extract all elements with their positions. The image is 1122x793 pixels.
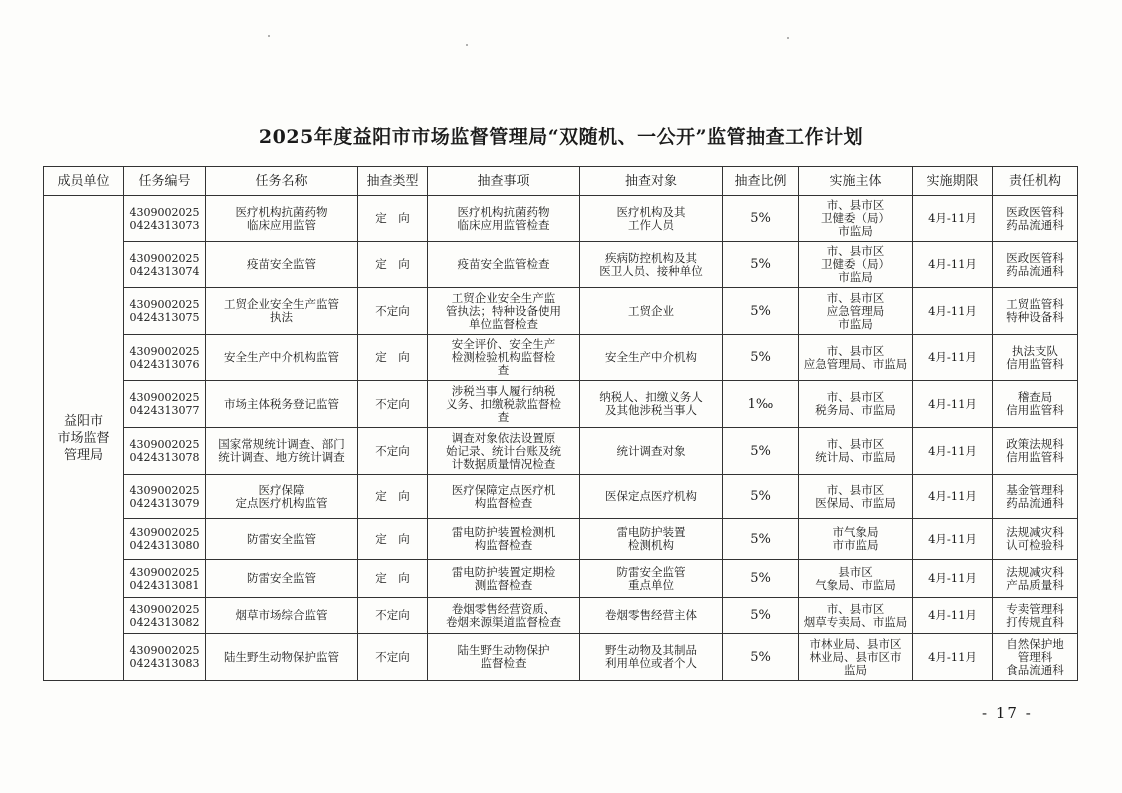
column-header: 任务名称 (206, 167, 358, 196)
table-body (44, 196, 1078, 681)
table-row (44, 288, 1078, 335)
inspection-object-cell: 工贸企业 (580, 288, 723, 335)
page-number: - 17 - (982, 704, 1033, 722)
inspection-ratio-cell: 5% (723, 335, 799, 381)
task-name-cell: 疫苗安全监管 (206, 242, 358, 288)
column-header: 抽查对象 (580, 167, 723, 196)
task-code-cell: 4309002025 0424313082 (124, 598, 206, 634)
task-name-cell: 医疗保障 定点医疗机构监管 (206, 475, 358, 519)
inspection-type-cell: 定 向 (358, 196, 428, 242)
inspection-type-cell: 不定向 (358, 288, 428, 335)
inspection-object-cell: 卷烟零售经营主体 (580, 598, 723, 634)
executing-body-cell: 县市区 气象局、市监局 (799, 560, 913, 598)
task-code-cell: 4309002025 0424313073 (124, 196, 206, 242)
task-code-cell: 4309002025 0424313076 (124, 335, 206, 381)
inspection-object-cell: 医保定点医疗机构 (580, 475, 723, 519)
task-code-cell: 4309002025 0424313077 (124, 381, 206, 428)
task-code-cell: 4309002025 0424313081 (124, 560, 206, 598)
executing-body-cell: 市、县市区 烟草专卖局、市监局 (799, 598, 913, 634)
inspection-type-cell: 不定向 (358, 598, 428, 634)
inspection-item-cell: 调查对象依法设置原 始记录、统计台账及统 计数据质量情况检查 (428, 428, 580, 475)
column-header: 责任机构 (993, 167, 1078, 196)
implementation-period-cell: 4月-11月 (913, 335, 993, 381)
inspection-item-cell: 疫苗安全监管检查 (428, 242, 580, 288)
implementation-period-cell: 4月-11月 (913, 242, 993, 288)
task-code-cell: 4309002025 0424313074 (124, 242, 206, 288)
member-unit-cell: 益阳市 市场监督 管理局 (44, 196, 124, 681)
scan-speck (787, 37, 789, 39)
scan-speck (466, 44, 468, 46)
inspection-ratio-cell: 5% (723, 598, 799, 634)
inspection-ratio-cell: 5% (723, 634, 799, 681)
responsible-org-cell: 法规减灾科 认可检验科 (993, 519, 1078, 560)
inspection-ratio-cell: 1‰ (723, 381, 799, 428)
inspection-ratio-cell: 5% (723, 428, 799, 475)
inspection-plan-table (43, 166, 1078, 681)
inspection-object-cell: 雷电防护装置 检测机构 (580, 519, 723, 560)
responsible-org-cell: 专卖管理科 打传规直科 (993, 598, 1078, 634)
task-name-cell: 国家常规统计调查、部门 统计调查、地方统计调查 (206, 428, 358, 475)
inspection-type-cell: 定 向 (358, 475, 428, 519)
inspection-ratio-cell: 5% (723, 475, 799, 519)
task-code-cell: 4309002025 0424313080 (124, 519, 206, 560)
inspection-ratio-cell: 5% (723, 519, 799, 560)
task-name-cell: 市场主体税务登记监管 (206, 381, 358, 428)
inspection-item-cell: 医疗保障定点医疗机 构监督检查 (428, 475, 580, 519)
inspection-type-cell: 定 向 (358, 242, 428, 288)
task-name-cell: 防雷安全监管 (206, 519, 358, 560)
executing-body-cell: 市、县市区 应急管理局、市监局 (799, 335, 913, 381)
table-row (44, 242, 1078, 288)
inspection-object-cell: 安全生产中介机构 (580, 335, 723, 381)
executing-body-cell: 市、县市区 税务局、市监局 (799, 381, 913, 428)
executing-body-cell: 市、县市区 卫健委（局） 市监局 (799, 196, 913, 242)
responsible-org-cell: 政策法规科 信用监管科 (993, 428, 1078, 475)
responsible-org-cell: 稽查局 信用监管科 (993, 381, 1078, 428)
responsible-org-cell: 执法支队 信用监管科 (993, 335, 1078, 381)
implementation-period-cell: 4月-11月 (913, 196, 993, 242)
table-row (44, 428, 1078, 475)
column-header: 抽查类型 (358, 167, 428, 196)
responsible-org-cell: 基金管理科 药品流通科 (993, 475, 1078, 519)
column-header: 抽查事项 (428, 167, 580, 196)
implementation-period-cell: 4月-11月 (913, 598, 993, 634)
inspection-object-cell: 纳税人、扣缴义务人 及其他涉税当事人 (580, 381, 723, 428)
task-code-cell: 4309002025 0424313078 (124, 428, 206, 475)
inspection-type-cell: 不定向 (358, 634, 428, 681)
implementation-period-cell: 4月-11月 (913, 428, 993, 475)
implementation-period-cell: 4月-11月 (913, 288, 993, 335)
inspection-item-cell: 陆生野生动物保护 监督检查 (428, 634, 580, 681)
inspection-item-cell: 涉税当事人履行纳税 义务、扣缴税款监督检 查 (428, 381, 580, 428)
inspection-item-cell: 工贸企业安全生产监 管执法；特种设备使用 单位监督检查 (428, 288, 580, 335)
table-row (44, 475, 1078, 519)
inspection-object-cell: 野生动物及其制品 利用单位或者个人 (580, 634, 723, 681)
implementation-period-cell: 4月-11月 (913, 381, 993, 428)
task-name-cell: 工贸企业安全生产监管 执法 (206, 288, 358, 335)
inspection-item-cell: 安全评价、安全生产 检测检验机构监督检 查 (428, 335, 580, 381)
inspection-ratio-cell: 5% (723, 560, 799, 598)
inspection-ratio-cell: 5% (723, 196, 799, 242)
responsible-org-cell: 法规减灾科 产品质量科 (993, 560, 1078, 598)
executing-body-cell: 市、县市区 应急管理局 市监局 (799, 288, 913, 335)
document-title: 2025年度益阳市市场监督管理局“双随机、一公开”监管抽查工作计划 (258, 126, 864, 148)
executing-body-cell: 市林业局、县市区 林业局、县市区市 监局 (799, 634, 913, 681)
responsible-org-cell: 自然保护地 管理科 食品流通科 (993, 634, 1078, 681)
task-code-cell: 4309002025 0424313083 (124, 634, 206, 681)
responsible-org-cell: 工贸监管科 特种设备科 (993, 288, 1078, 335)
inspection-ratio-cell: 5% (723, 242, 799, 288)
inspection-ratio-cell: 5% (723, 288, 799, 335)
executing-body-cell: 市、县市区 卫健委（局） 市监局 (799, 242, 913, 288)
table-row (44, 634, 1078, 681)
task-code-cell: 4309002025 0424313079 (124, 475, 206, 519)
table-row (44, 598, 1078, 634)
inspection-type-cell: 不定向 (358, 428, 428, 475)
inspection-item-cell: 雷电防护装置定期检 测监督检查 (428, 560, 580, 598)
implementation-period-cell: 4月-11月 (913, 634, 993, 681)
inspection-object-cell: 疾病防控机构及其 医卫人员、接种单位 (580, 242, 723, 288)
inspection-type-cell: 不定向 (358, 381, 428, 428)
task-code-cell: 4309002025 0424313075 (124, 288, 206, 335)
inspection-object-cell: 统计调查对象 (580, 428, 723, 475)
inspection-object-cell: 防雷安全监管 重点单位 (580, 560, 723, 598)
task-name-cell: 陆生野生动物保护监管 (206, 634, 358, 681)
inspection-item-cell: 医疗机构抗菌药物 临床应用监管检查 (428, 196, 580, 242)
implementation-period-cell: 4月-11月 (913, 475, 993, 519)
responsible-org-cell: 医政医管科 药品流通科 (993, 196, 1078, 242)
column-header: 抽查比例 (723, 167, 799, 196)
table-row (44, 560, 1078, 598)
inspection-object-cell: 医疗机构及其 工作人员 (580, 196, 723, 242)
responsible-org-cell: 医政医管科 药品流通科 (993, 242, 1078, 288)
inspection-type-cell: 定 向 (358, 519, 428, 560)
scan-speck (268, 35, 270, 37)
table-row (44, 519, 1078, 560)
column-header: 实施主体 (799, 167, 913, 196)
column-header: 成员单位 (44, 167, 124, 196)
task-name-cell: 医疗机构抗菌药物 临床应用监管 (206, 196, 358, 242)
table-header-row (44, 167, 1078, 196)
table-row (44, 196, 1078, 242)
inspection-item-cell: 卷烟零售经营资质、 卷烟来源渠道监督检查 (428, 598, 580, 634)
table-row (44, 381, 1078, 428)
inspection-item-cell: 雷电防护装置检测机 构监督检查 (428, 519, 580, 560)
inspection-type-cell: 定 向 (358, 335, 428, 381)
executing-body-cell: 市、县市区 医保局、市监局 (799, 475, 913, 519)
column-header: 实施期限 (913, 167, 993, 196)
task-name-cell: 安全生产中介机构监管 (206, 335, 358, 381)
task-name-cell: 烟草市场综合监管 (206, 598, 358, 634)
task-name-cell: 防雷安全监管 (206, 560, 358, 598)
table-row (44, 335, 1078, 381)
column-header: 任务编号 (124, 167, 206, 196)
executing-body-cell: 市气象局 市市监局 (799, 519, 913, 560)
executing-body-cell: 市、县市区 统计局、市监局 (799, 428, 913, 475)
implementation-period-cell: 4月-11月 (913, 519, 993, 560)
inspection-type-cell: 定 向 (358, 560, 428, 598)
implementation-period-cell: 4月-11月 (913, 560, 993, 598)
